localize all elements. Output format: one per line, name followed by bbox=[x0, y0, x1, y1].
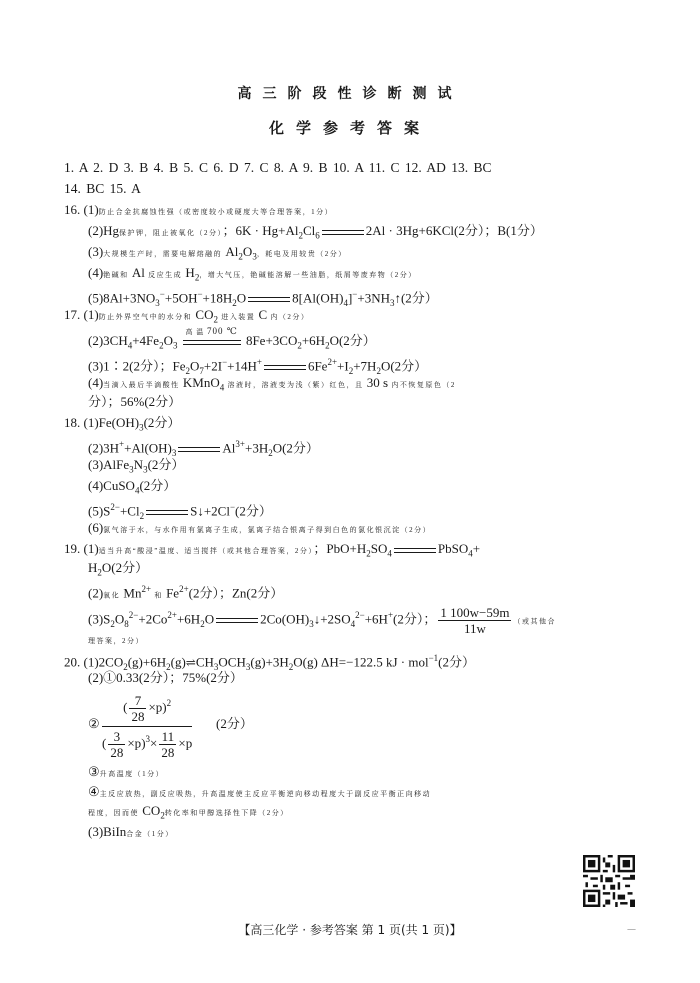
q16-part2: (2)Hg保护钾，阻止被氧化（2分）；$6K \cdot Hg+Al_2Cl_6$ 2Al · 3Hg+6KCl(2分）；B(1分） bbox=[88, 223, 543, 241]
qr-code-icon bbox=[583, 855, 635, 907]
q17-part3: (3)1∶2(2分）；$Fe_2O_7+2I^-+14H^+$ $6Fe^{2+}+I_2+7H_2O(2$分） bbox=[88, 357, 428, 376]
q17-part1: 17. (1)防止外界空气中的水分和 $CO_2$ 进入装置 C 内（2分） bbox=[64, 307, 310, 325]
kp-expression: ( $\frac{7}{28}$ ×p)$^2$ ( $\frac{3}{28}$ ×p)$^3$× $\frac{11}{28}$ ×p bbox=[102, 693, 193, 760]
mcq-answers-line2: 14. BC 15. A bbox=[64, 181, 141, 196]
q20-part2d: ④主反应放热，副反应吸热，升高温度使主反应平衡逆向移动程度大于副反应平衡正向移动 bbox=[88, 784, 432, 799]
q20-part2d-cont: 程度，因而使 $CO_2$转化率和甲醇选择性下降（2分） bbox=[88, 803, 289, 821]
q19-part2: (2)氧化 $Mn^{2+}$ 和 $Fe^{2+}(2$分）；Zn(2分） bbox=[88, 584, 284, 601]
q16-part3: (3)大规模生产时，需要电解熔融的 $Al_2O_3$，耗电及用较贵（2分） bbox=[88, 244, 347, 262]
reaction-condition: 高 温 700 ℃ bbox=[181, 333, 243, 349]
q18-part2: $(2)3H^++Al(OH)_3$ $Al^{3+}+3H_2O(2$分） bbox=[88, 439, 319, 458]
mcq-answers-line1: 1. A 2. D 3. B 4. B 5. C 6. D 7. C 8. A 9. B 10. A 11. C 12. AD 13. BC bbox=[64, 160, 492, 175]
q18-part5: $(5)S^{2-}+Cl_2$ S↓+2Cl−(2分） bbox=[88, 502, 272, 521]
q18-part1: 18. $(1)Fe(OH)_3(2$分） bbox=[64, 415, 181, 433]
page-title: 高三阶段性诊断测试 bbox=[237, 86, 463, 102]
q17-part4: (4)当滴入最后半滴酸性 KMnO$_4$ 溶液时，溶液变为浅（紫）红色，且 30 s 内不恢复原色（2 bbox=[88, 375, 456, 393]
q16-part5: $(5)8Al+3NO_3^-+5OH^-+18H_2O$ $8[Al(OH)_4]^-+3NH_3↑(2$分） bbox=[88, 289, 438, 308]
q20-part2: (2)①0.33(2分）；75%(2分） bbox=[88, 670, 243, 685]
q17-part2: $(2)3CH_4+4Fe_2O_3$ 高 温 700 ℃ $8Fe+3CO_2+6H_2O(2$分） bbox=[88, 326, 376, 351]
q16-part1: 16. (1)防止合金抗腐蚀性强（或密度较小或硬度大等合理答案，1分） bbox=[64, 202, 334, 217]
q18-part6: (6)氯气溶于水，与水作用有氯离子生成，氯离子结合银离子得到白色的氯化银沉淀（2分） bbox=[88, 520, 432, 535]
q19-part1: 19. (1)适当升高“酸浸”温度、适当搅拌（或其他合理答案，2分）；$PbO+H_2SO_4$ PbSO$_4$+ bbox=[64, 541, 481, 559]
q20-part1: 20. $(1)2CO_2(g)+6H_2(g)\rightleftharpoons CH_3OCH_3(g)+3H_2O(g)$ ΔH=−122.5 kJ · mol$^{-1}$(2分） bbox=[64, 653, 475, 672]
q16-part4: (4)铯碱和 Al 反应生成 $H_2$，增大气压，铯碱能溶解一些油脂，纸屑等废弃物（2分） bbox=[88, 265, 417, 283]
q17-part4-cont: 分）；56%(2分） bbox=[88, 394, 182, 409]
q19-part3: $(3)S_2O_8^{2-}+2Co^{2+}+6H_2O$ $2Co(OH)_3↓+2SO_4^{2-}+6H^+(2$分）； $\frac{1 100w-59m}{11w}$ （或其他合 bbox=[88, 604, 556, 636]
q19-part1-cont: $H_2O(2$分） bbox=[88, 560, 149, 578]
q20-part2c: ③升高温度（1分） bbox=[88, 764, 165, 779]
corner-mark: — bbox=[627, 925, 636, 935]
page-footer: 【高三化学 · 参考答案 第 1 页(共 1 页)】 bbox=[238, 923, 462, 937]
q20-part3: (3)BiIn合金（1分） bbox=[88, 824, 174, 839]
page-subtitle: 化学参考答案 bbox=[268, 119, 431, 137]
q19-part3-cont: 理答案，2分） bbox=[88, 637, 144, 645]
q18-part4: (4)CuSO$_4$(2分） bbox=[88, 478, 177, 496]
answer-fraction: $\frac{1 100w-59m}{11w}$ bbox=[440, 604, 510, 636]
q18-part3: $(3)AlFe_3N_3(2$分） bbox=[88, 457, 185, 475]
